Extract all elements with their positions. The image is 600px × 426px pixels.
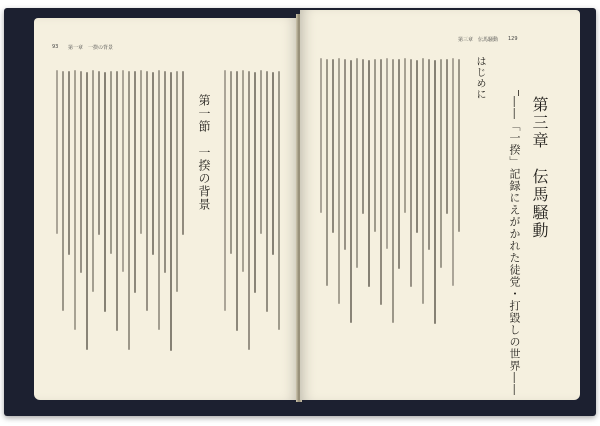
text-line <box>446 59 448 214</box>
text-line <box>278 71 280 331</box>
text-line <box>272 72 274 255</box>
text-line <box>92 70 94 291</box>
text-line <box>410 59 412 287</box>
text-line <box>338 58 340 304</box>
text-line <box>164 71 166 273</box>
text-line <box>134 71 136 292</box>
right-page-number: 129 <box>508 36 518 42</box>
left-page <box>34 18 298 400</box>
left-page-number: 93 <box>52 44 59 50</box>
text-line <box>104 72 106 313</box>
text-line <box>242 70 244 272</box>
text-line <box>326 59 328 287</box>
text-line <box>146 71 148 312</box>
text-line <box>350 60 352 324</box>
text-line <box>260 70 262 234</box>
text-line <box>368 60 370 288</box>
text-line <box>422 58 424 304</box>
right-running-header: 第三章 伝馬騒動 <box>458 37 499 43</box>
text-line <box>374 59 376 232</box>
text-line <box>56 70 58 234</box>
text-line <box>182 71 184 235</box>
text-line <box>128 71 130 350</box>
text-line <box>98 71 100 235</box>
text-line <box>416 60 418 233</box>
text-line <box>224 70 226 311</box>
left-running-header: 第一章 一揆の背景 <box>68 45 114 51</box>
text-line <box>380 59 382 305</box>
text-line <box>434 60 436 324</box>
text-line <box>176 71 178 292</box>
left-section-title: 第一節 一揆の背景 <box>197 94 211 211</box>
text-line <box>122 70 124 272</box>
text-line <box>248 71 250 350</box>
text-line <box>386 58 388 249</box>
text-line <box>110 71 112 254</box>
text-line <box>158 70 160 330</box>
text-line <box>86 72 88 351</box>
text-line <box>230 71 232 254</box>
text-line <box>236 71 238 331</box>
text-line <box>356 58 358 267</box>
text-line <box>254 72 256 293</box>
text-line <box>68 71 70 254</box>
text-line <box>116 71 118 331</box>
text-line <box>344 59 346 250</box>
text-line <box>404 58 406 213</box>
text-line <box>362 59 364 214</box>
right-page <box>300 10 580 400</box>
right-chapter-title: 第三章 伝馬騒動 <box>530 96 549 240</box>
text-line <box>428 59 430 250</box>
text-line <box>62 71 64 312</box>
text-line <box>170 72 172 351</box>
text-line <box>332 59 334 232</box>
text-line <box>152 72 154 255</box>
text-line <box>320 58 322 213</box>
right-chapter-subtitle: ――「一揆」記録にえがかれた徒党・打毀しの世界―― <box>508 96 521 396</box>
text-line <box>440 59 442 268</box>
subtitle-rule <box>518 90 519 96</box>
text-line <box>140 70 142 234</box>
text-line <box>452 58 454 286</box>
text-line <box>458 59 460 232</box>
text-line <box>392 59 394 323</box>
text-line <box>266 71 268 312</box>
text-line <box>398 59 400 268</box>
text-line <box>74 70 76 330</box>
text-line <box>80 71 82 273</box>
right-section-heading: はじめに <box>474 56 485 100</box>
